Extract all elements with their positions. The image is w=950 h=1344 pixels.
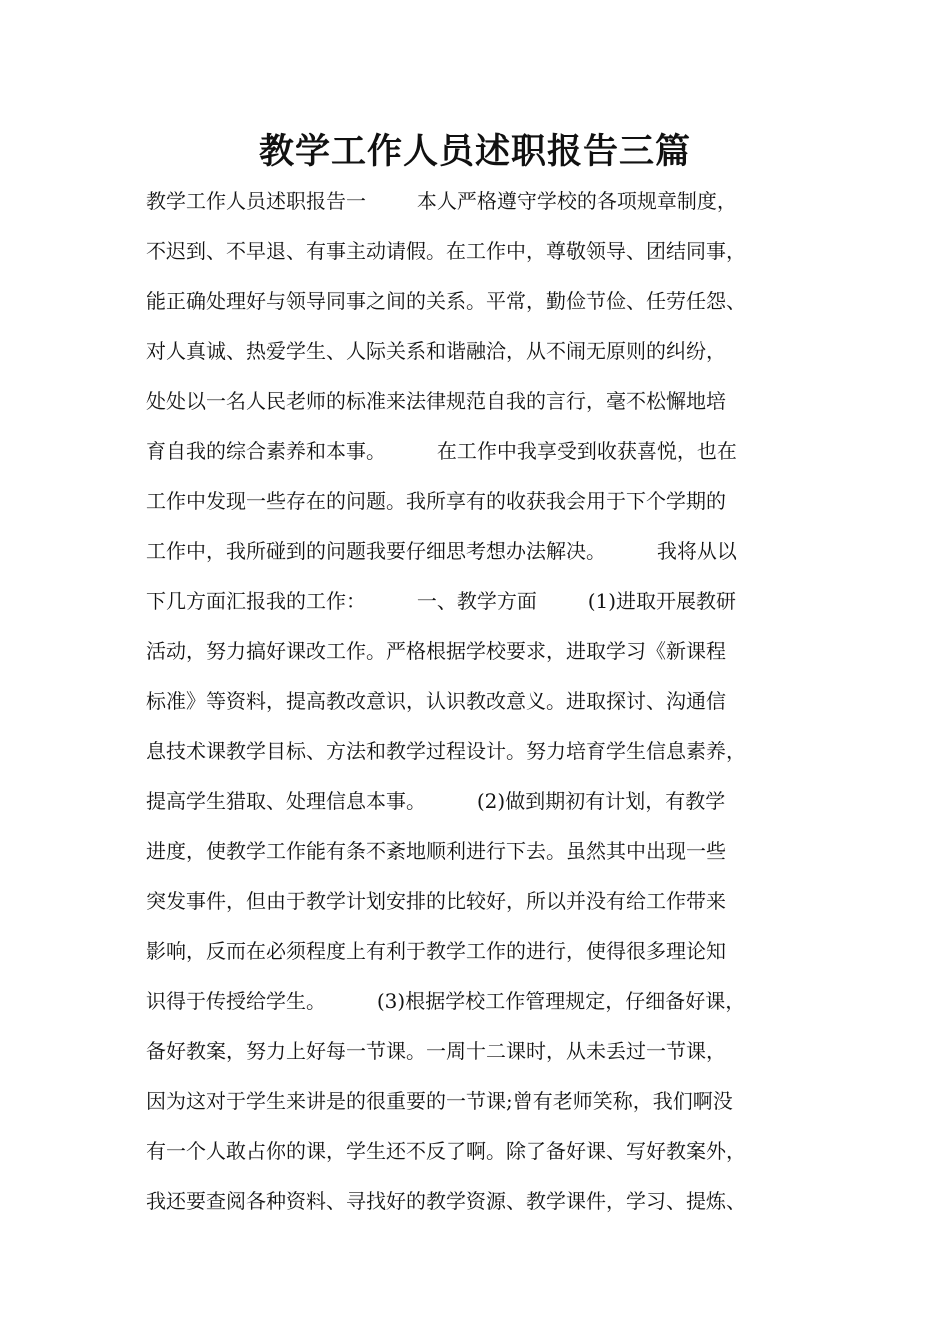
body-line: 能正确处理好与领导同事之间的关系。平常，勤俭节俭、任劳任怨、 [146,289,746,313]
body-line: 突发事件，但由于教学计划安排的比较好，所以并没有给工作带来 [146,889,726,913]
body-line: 工作中发现一些存在的问题。我所享有的收获我会用于下个学期的 [146,489,726,513]
body-line: 息技术课教学目标、方法和教学过程设计。努力培育学生信息素养， [146,739,746,763]
document-body [146,176,836,1226]
body-line: 有一个人敢占你的课，学生还不反了啊。除了备好课、写好教案外， [146,1139,746,1163]
body-line: 备好教案，努力上好每一节课。一周十二课时，从未丢过一节课， [146,1039,726,1063]
body-line: 教学工作人员述职报告一 本人严格遵守学校的各项规章制度， [146,189,737,213]
body-line: 下几方面汇报我的工作： 一、教学方面 (1)进取开展教研 [146,589,737,613]
body-line: 育自我的综合素养和本事。 在工作中我享受到收获喜悦，也在 [146,439,737,463]
body-line: 标准》等资料，提高教改意识，认识教改意义。进取探讨、沟通信 [146,689,726,713]
body-line: 影响，反而在必须程度上有利于教学工作的进行，使得很多理论知 [146,939,726,963]
body-line: 工作中，我所碰到的问题我要仔细思考想办法解决。 我将从以 [146,539,737,563]
body-line: 不迟到、不早退、有事主动请假。在工作中，尊敬领导、团结同事， [146,239,746,263]
body-line: 我还要查阅各种资料、寻找好的教学资源、教学课件，学习、提炼、 [146,1189,746,1213]
body-line: 活动，努力搞好课改工作。严格根据学校要求，进取学习《新课程 [146,639,726,663]
document-title: 教学工作人员述职报告三篇 [258,132,691,172]
body-line: 处处以一名人民老师的标准来法律规范自我的言行，毫不松懈地培 [146,389,726,413]
body-line: 进度，使教学工作能有条不紊地顺利进行下去。虽然其中出现一些 [146,839,726,863]
body-line: 对人真诚、热爱学生、人际关系和谐融洽，从不闹无原则的纠纷， [146,339,726,363]
body-line: 提高学生猎取、处理信息本事。 (2)做到期初有计划，有教学 [146,789,726,813]
body-line: 识得于传授给学生。 (3)根据学校工作管理规定，仔细备好课， [146,989,746,1013]
body-line: 因为这对于学生来讲是的很重要的一节课;曾有老师笑称，我们啊没 [146,1089,733,1113]
